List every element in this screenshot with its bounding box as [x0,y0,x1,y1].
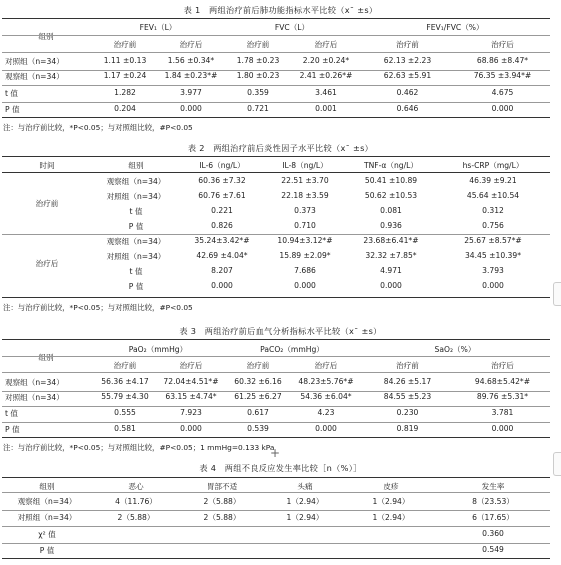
table-cell: 46.39 ±9.21 [469,176,517,185]
table-cell: 0.539 [247,424,269,433]
table-cell: 1.17 ±0.24 [103,71,147,80]
header-metric: FEV₁/FVC（%） [426,23,484,32]
scroll-handle[interactable] [553,282,561,306]
table-cell: 84.26 ±5.17 [383,377,432,386]
table-cell: 3.977 [180,88,202,97]
row-label: t 值 [129,267,143,276]
table-cell: 1.78 ±0.23 [236,56,280,65]
table-rule [2,372,550,373]
header-cell: 皮疹 [383,482,399,491]
table-cell: 60.32 ±6.16 [234,377,282,386]
table-cell: 0.230 [396,408,419,417]
header-group: 组别 [38,353,54,362]
header-group: 组别 [38,32,54,41]
table2-note: 注：与治疗前比较，*P<0.05；与对照组比较，#P<0.05 [3,303,193,312]
row-label: 对照组（n=34） [5,393,64,402]
table3-note: 注：与治疗前比较，*P<0.05；与对照组比较，#P<0.05；1 mmHg=0.133 kPa [3,443,275,452]
header-metric: FEV₁（L） [139,23,177,32]
row-label: t 值 [5,89,18,98]
table-cell: 0.001 [315,104,337,113]
table-cell: 60.76 ±7.61 [198,191,246,200]
header-sub: 治疗后 [314,40,338,49]
table-cell: 0.000 [482,281,504,290]
table-cell: 61.25 ±6.27 [234,392,282,401]
row-label: P 值 [128,282,144,291]
row-label: 观察组（n=34） [5,72,64,81]
table-cell: 8（23.53） [472,497,514,506]
table-rule [2,339,550,340]
table4-caption: 表 4 两组不良反应发生率比较［n（%）］ [199,463,362,473]
table-cell: 0.000 [211,281,233,290]
header-sub: 治疗前 [396,361,419,370]
row-label: 对照组（n=34） [106,252,166,261]
row-label: t 值 [129,207,143,216]
table-rule [2,18,550,19]
table-cell: 0.462 [396,88,419,97]
header-cell: 组别 [39,482,55,491]
table-cell: 50.62 ±10.53 [364,191,418,200]
table-cell: 2（5.88） [203,497,241,506]
table-cell: 0.826 [211,221,233,230]
table-rule [2,35,550,36]
table-rule [2,543,550,544]
header-cell: 恶心 [128,482,144,491]
table-cell: 23.68±6.41*# [363,236,419,245]
table-cell: 62.13 ±2.23 [383,56,432,65]
row-label: 观察组（n=34） [17,497,77,506]
header-sub: 治疗前 [113,40,137,49]
table-cell: 22.51 ±3.70 [281,176,329,185]
table-cell: 0.000 [180,424,202,433]
row-label: P 值 [128,222,144,231]
table-cell: 1.56 ±0.34* [167,56,215,65]
table-cell: 3.461 [315,88,337,97]
table-cell: 7.686 [294,266,316,275]
table-cell: 0.549 [482,545,504,554]
table-rule [2,510,550,511]
row-label: P 值 [5,425,20,434]
table3-caption: 表 3 两组治疗前后血气分析指标水平比较（x¯ ±s） [179,326,382,336]
table-rule [2,234,550,235]
table-cell: 7.923 [180,408,202,417]
table-cell: 1.80 ±0.23 [236,71,280,80]
table-cell: 4.23 [317,408,335,417]
table-cell: 0.000 [294,281,316,290]
row-label: 观察组（n=34） [106,237,166,246]
header-cell: IL-6（ng/L） [199,161,245,170]
table-cell: 0.756 [482,221,504,230]
table-rule [2,172,550,173]
table-cell: 15.89 ±2.09* [279,251,331,260]
row-label: P 值 [39,546,55,555]
table-cell: 0.373 [294,206,316,215]
table-cell: 0.646 [396,104,419,113]
table-cell: 8.207 [211,266,233,275]
table-rule [2,422,550,423]
header-cell: 发生率 [481,482,505,491]
row-label: P 值 [5,105,20,114]
table-cell: 0.204 [114,104,136,113]
table-cell: 84.55 ±5.23 [383,392,432,401]
table-cell: 2（5.88） [117,513,155,522]
table-rule [2,297,550,298]
table-cell: 1.282 [114,88,136,97]
table-cell: 0.359 [247,88,269,97]
header-metric: PaO₂（mmHg） [128,345,188,354]
table-cell: 0.710 [294,221,316,230]
table-cell: 89.76 ±5.31* [476,392,529,401]
header-sub: 治疗后 [179,361,203,370]
table-cell: 0.000 [491,104,514,113]
table-cell: 76.35 ±3.94*# [473,71,532,80]
table-cell: 54.36 ±6.04* [300,392,352,401]
table-cell: 1.84 ±0.23*# [164,71,218,80]
row-label: 对照组（n=34） [17,513,77,522]
row-label: χ² 值 [38,530,56,539]
table-cell: 60.36 ±7.32 [198,176,246,185]
table-cell: 62.63 ±5.91 [383,71,432,80]
table-cell: 32.32 ±7.85* [365,251,417,260]
table2-caption: 表 2 两组治疗前后炎性因子水平比较（x¯ ±s） [187,143,374,153]
table-cell: 34.45 ±10.39* [464,251,522,260]
header-sub: 治疗前 [246,40,270,49]
table-rule [2,117,550,118]
header-sub: 治疗后 [179,40,203,49]
table-cell: 56.36 ±4.17 [101,377,149,386]
table-rule [2,437,550,438]
table-cell: 0.617 [247,408,269,417]
table-cell: 4.675 [491,88,514,97]
header-cell: 组别 [128,161,144,170]
row-label: 对照组（n=34） [106,192,166,201]
table-cell: 2（5.88） [203,513,241,522]
row-label: 对照组（n=34） [5,57,64,66]
table-cell: 0.000 [491,424,514,433]
table-cell: 0.581 [114,424,136,433]
table-rule [2,102,550,103]
table-rule [2,558,550,559]
table-rule [2,356,550,357]
table-cell: 0.000 [180,104,202,113]
table-cell: 0.555 [114,408,136,417]
header-cell: TNF-α（ng/L） [363,161,419,170]
table-cell: 0.000 [315,424,337,433]
time-label: 治疗后 [35,259,59,268]
header-cell: IL-8（ng/L） [282,161,328,170]
table-cell: 4.971 [380,266,402,275]
table-cell: 0.721 [247,104,269,113]
table-cell: 0.312 [482,206,504,215]
table-cell: 55.79 ±4.30 [101,392,149,401]
header-sub: 治疗后 [314,361,338,370]
row-label: t 值 [5,409,18,418]
table-cell: 63.15 ±4.74* [165,392,217,401]
table-cell: 0.819 [396,424,419,433]
header-sub: 治疗前 [246,361,270,370]
header-sub: 治疗后 [491,40,514,49]
table-rule [2,85,550,86]
row-label: 观察组（n=34） [5,378,64,387]
table-rule [2,526,550,527]
header-sub: 治疗前 [396,40,419,49]
table-cell: 1（2.94） [372,513,410,522]
header-cell: 时间 [39,161,55,170]
row-label: 观察组（n=34） [106,177,166,186]
table-cell: 45.64 ±10.54 [466,191,520,200]
table-cell: 3.781 [491,408,514,417]
table-cell: 6（17.65） [472,513,514,522]
table-cell: 42.69 ±4.04* [196,251,248,260]
header-sub: 治疗后 [491,361,514,370]
header-cell: 胃部不适 [206,482,238,491]
table-cell: 2.20 ±0.24* [302,56,350,65]
table-cell: 1（2.94） [286,513,324,522]
header-metric: SaO₂（%） [434,345,476,354]
table-cell: 1.11 ±0.13 [103,56,147,65]
table-cell: 10.94±3.12*# [277,236,333,245]
table-cell: 35.24±3.42*# [194,236,250,245]
table1-note: 注：与治疗前比较，*P<0.05；与对照组比较，#P<0.05 [3,123,193,132]
table-rule [2,492,550,493]
table-rule [2,52,550,53]
table-rule [2,406,550,407]
table-cell: 0.936 [380,221,402,230]
table-cell: 22.18 ±3.59 [281,191,329,200]
table-cell: 0.081 [380,206,402,215]
table-cell: 72.04±4.51*# [163,377,219,386]
table-rule [2,156,550,157]
scroll-handle[interactable] [553,452,561,476]
table-cell: 2.41 ±0.26*# [299,71,353,80]
header-cell: 头痛 [297,482,313,491]
table-cell: 50.41 ±10.89 [364,176,418,185]
table-cell: 0.000 [380,281,402,290]
table-cell: 0.360 [482,529,504,538]
table-rule [2,477,550,478]
zoom-plus-icon[interactable]: + [269,446,281,460]
header-metric: FVC（L） [274,23,310,32]
table1-caption: 表 1 两组治疗前后肺功能指标水平比较（x¯ ±s） [183,5,378,15]
header-metric: PaCO₂（mmHg） [260,345,324,354]
table-cell: 3.793 [482,266,504,275]
table-cell: 94.68±5.42*# [474,377,531,386]
table-cell: 1（2.94） [286,497,324,506]
header-cell: hs-CRP（mg/L） [462,161,524,170]
table-cell: 48.23±5.76*# [298,377,354,386]
table-cell: 1（2.94） [372,497,410,506]
table-cell: 4（11.76） [115,497,157,506]
time-label: 治疗前 [35,199,59,208]
table-cell: 0.221 [211,206,233,215]
table-cell: 25.67 ±8.57*# [464,236,522,245]
table-cell: 68.86 ±8.47* [476,56,529,65]
header-sub: 治疗前 [113,361,137,370]
